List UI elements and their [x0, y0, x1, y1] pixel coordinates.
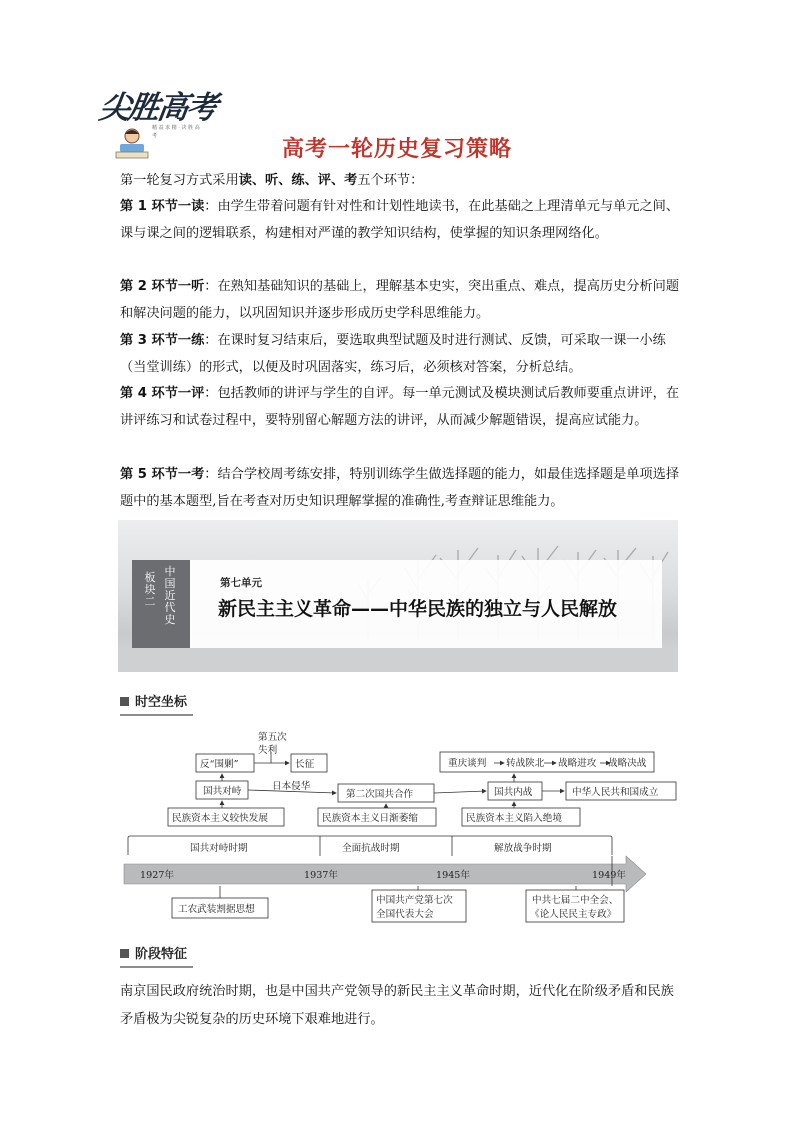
- label-prc: 中华人民共和国成立: [572, 787, 659, 798]
- step-1-text: ：由学生带着问题有针对性和计划性地读书，在此基础之上理清单元与单元之间、课与课之间的逻辑联系，构建相对严谨的教学知识结构，使掌握的知识条理网络化。: [120, 199, 680, 241]
- label-seventh-2: 全国代表大会: [376, 909, 434, 920]
- timeline-arrow: [124, 856, 646, 892]
- section-features-heading: [120, 946, 193, 968]
- label-fifth-fail-line1: 第五次: [258, 732, 287, 743]
- label-decisive: 战略决战: [608, 758, 647, 769]
- step-4-text: ：包括教师的讲评与学生的自评。每一单元测试及模块测试后教师要重点讲评，在讲评练习和试卷过程中，要特别留心解题方法的讲评，从而减少解题错误，提高应试能力。: [120, 386, 680, 428]
- section-timeline-label: 时空坐标: [135, 695, 188, 710]
- label-period2: 全面抗战时期: [342, 843, 400, 854]
- unit-title: 新民主主义革命——中华民族的独立与人民解放: [218, 598, 618, 620]
- year-1937: 1937年: [304, 870, 339, 881]
- label-civil-war: 国共内战: [494, 787, 533, 798]
- label-offensive: 战略进攻: [558, 758, 597, 769]
- logo-text: 尖胜高考: [96, 90, 219, 126]
- step-2-text: ：在熟知基础知识的基础上，理解基本史实，突出重点、难点，提高历史分析问题和解决问题的能力，以巩固知识并逐步形成历史学科思维能力。: [120, 279, 680, 321]
- intro-pre: 第一轮复习方式采用: [120, 173, 239, 188]
- label-second-coop: 第二次国共合作: [346, 789, 414, 800]
- year-1949: 1949年: [592, 870, 627, 881]
- unit-number: 第七单元: [220, 577, 262, 589]
- banner-tag-period: 中国近代史: [164, 565, 176, 626]
- label-plenum-1: 中共七届二中全会、: [532, 895, 619, 906]
- intro-bold: 读、听、练、评、考: [238, 173, 358, 188]
- label-workers: 工农武装割据思想: [178, 904, 255, 915]
- label-shaanbei: 转战陕北: [506, 758, 545, 769]
- label-fifth-fail: [258, 731, 287, 756]
- intro-post: 五个环节：: [357, 173, 424, 188]
- section-features-label: 阶段特征: [135, 947, 188, 962]
- label-cap2: 民族资本主义日渐萎缩: [322, 813, 418, 824]
- label-period3: 解放战争时期: [494, 843, 552, 854]
- step-5-text: ：结合学校周考练安排，特别训练学生做选择题的能力，如最佳选择题是单项选择题中的基本题型,旨在考查对历史知识理解掌握的准确性,考查辩证思维能力。: [120, 467, 680, 509]
- feature-paragraph: 南京国民政府统治时期，也是中国共产党领导的新民主主义革命时期，近代化在阶级矛盾和民族矛盾极为尖锐复杂的历史环境下艰难地进行。: [120, 984, 674, 1027]
- step-1-label: 第 1 环节一读: [120, 199, 205, 214]
- step-3-label: 第 3 环节一练: [120, 333, 205, 348]
- year-1927: 1927年: [140, 870, 175, 881]
- year-1945: 1945年: [436, 870, 471, 881]
- label-cap1: 民族资本主义较快发展: [172, 813, 268, 824]
- label-kmt-cpc: 国共对峙: [203, 786, 242, 797]
- label-anti-siege: 反“围剿”: [200, 759, 239, 770]
- square-bullet-icon: [120, 949, 129, 958]
- page-title: 高考一轮历史复习策略: [281, 137, 512, 162]
- label-chongqing: 重庆谈判: [448, 758, 487, 769]
- label-plenum-2: 《论人民民主专政》: [530, 909, 617, 920]
- label-japan-invasion: 日本侵华: [272, 781, 311, 792]
- label-cap3: 民族资本主义陷入绝境: [466, 813, 562, 824]
- logo-slogan: 精 益 求 精 · 决 胜 高 考: [152, 125, 200, 139]
- banner-tag-board: 板块二: [144, 571, 156, 608]
- label-fifth-fail-line2: 失利: [258, 745, 278, 756]
- step-2-label: 第 2 环节一听: [120, 279, 205, 294]
- label-seventh-1: 中国共产党第七次: [376, 895, 453, 906]
- label-long-march: 长征: [295, 759, 315, 770]
- step-3-text: ：在课时复习结束后，要选取典型试题及时进行测试、反馈，可采取一课一小练（当堂训练）的形式，以便及时巩固落实，练习后，必须核对答案，分析总结。: [120, 333, 666, 375]
- step-5-label: 第 5 环节一考: [120, 467, 205, 482]
- label-period1: 国共对峙时期: [190, 843, 248, 854]
- step-4-label: 第 4 环节一评: [120, 386, 205, 401]
